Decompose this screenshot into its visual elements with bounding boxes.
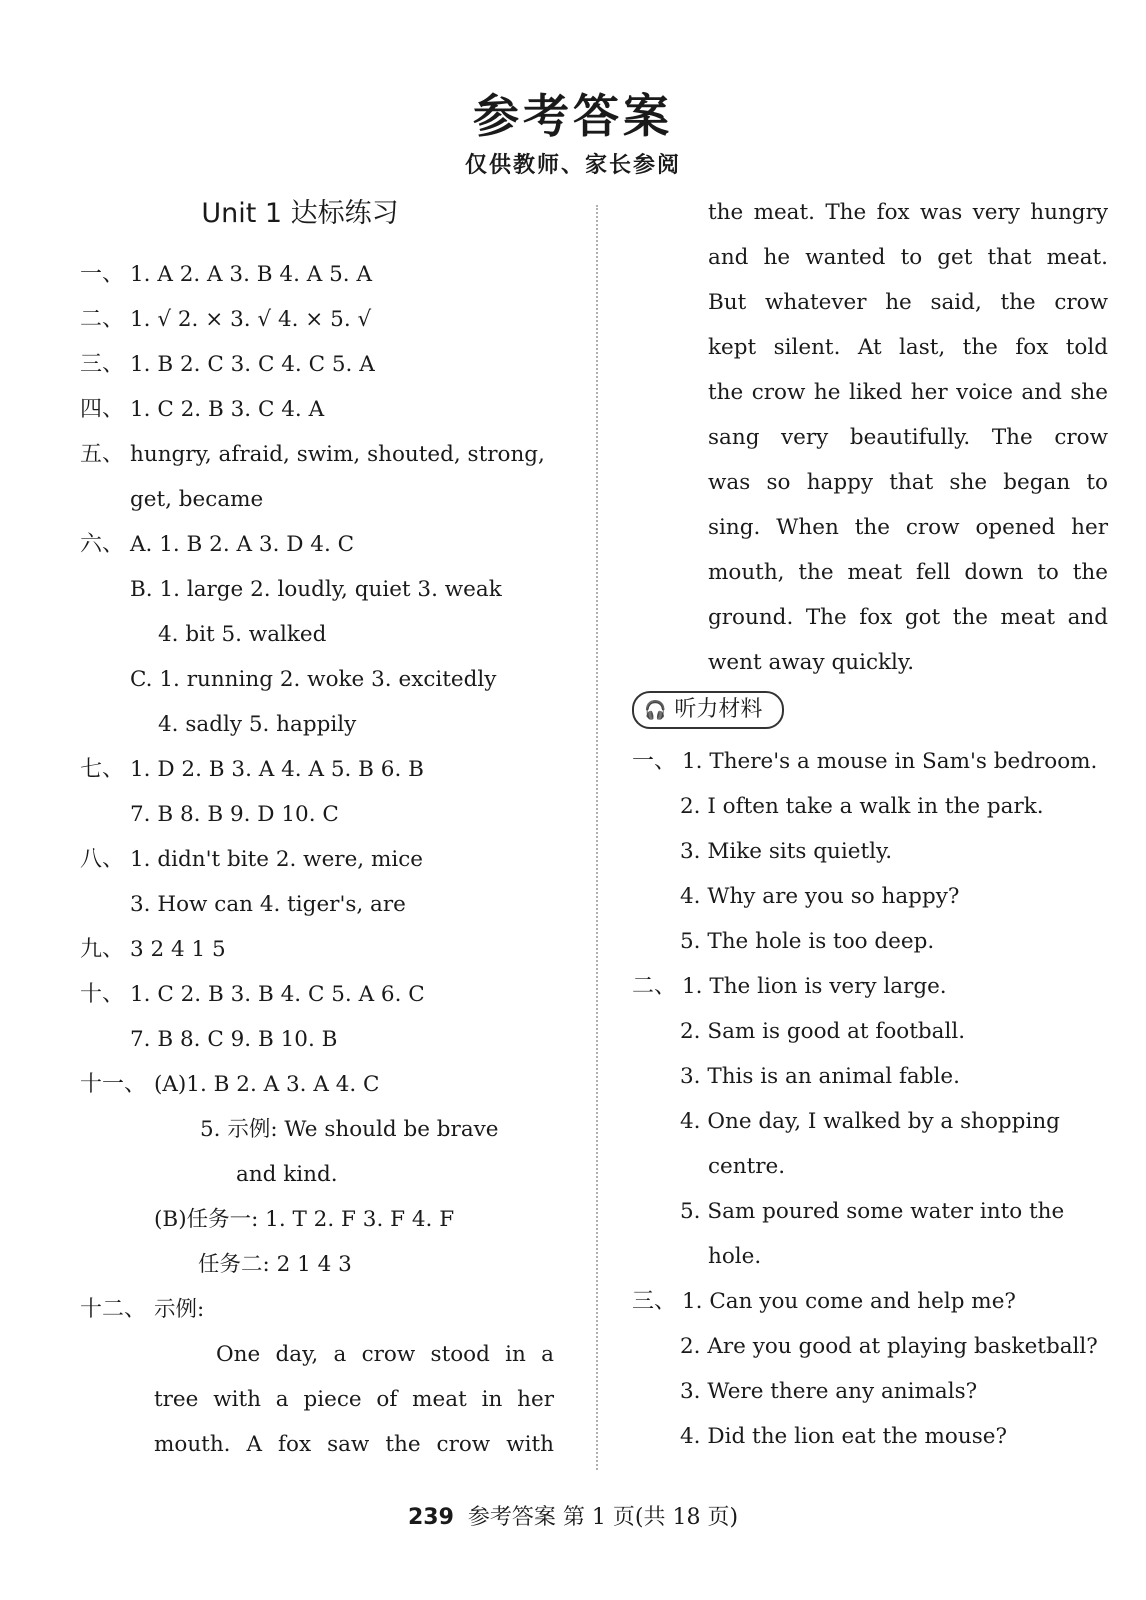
answer-text: (B)任务一: 1. T 2. F 3. F 4. F	[154, 1207, 455, 1232]
answer-row	[80, 1062, 560, 1107]
answer-text: 1. D 2. B 3. A 4. A 5. B 6. B	[130, 757, 424, 782]
story-line	[632, 370, 1108, 415]
listening-text: 1. Can you come and help me?	[682, 1289, 1016, 1314]
listening-row	[632, 829, 1110, 874]
section-number: 二、	[632, 974, 677, 999]
section-number: 十、	[80, 982, 125, 1007]
listening-text: 1. There's a mouse in Sam's bedroom.	[682, 749, 1098, 774]
answer-row	[80, 1377, 554, 1422]
answer-row	[80, 882, 560, 927]
listening-row	[632, 1189, 1110, 1234]
listening-row	[632, 874, 1110, 919]
story-line	[632, 190, 1108, 235]
listening-row	[632, 1144, 1110, 1189]
answer-text: 3. How can 4. tiger's, are	[130, 892, 406, 917]
answer-text: 5. 示例: We should be brave	[200, 1117, 499, 1142]
column-divider	[596, 205, 598, 1470]
section-number: 六、	[80, 532, 125, 557]
story-line	[632, 640, 1110, 685]
story-text: mouth, the meat fell down to the	[708, 560, 1108, 585]
answer-text: 1. B 2. C 3. C 4. C 5. A	[130, 352, 375, 377]
answer-text: B. 1. large 2. loudly, quiet 3. weak	[130, 577, 502, 602]
listening-row	[632, 1234, 1110, 1279]
answer-text: C. 1. running 2. woke 3. excitedly	[130, 667, 497, 692]
answer-row	[80, 522, 560, 567]
answer-row	[80, 432, 560, 477]
answer-row	[80, 1197, 560, 1242]
headphones-icon: 🎧	[644, 700, 667, 721]
story-line	[632, 235, 1108, 280]
answer-text: 1. C 2. B 3. C 4. A	[130, 397, 325, 422]
page-footer	[0, 1500, 1146, 1531]
listening-text: 4. One day, I walked by a shopping	[680, 1109, 1060, 1134]
answer-text: 7. B 8. C 9. B 10. B	[130, 1027, 338, 1052]
listening-text: 2. I often take a walk in the park.	[680, 794, 1044, 819]
answer-row	[80, 702, 560, 747]
story-line	[632, 325, 1108, 370]
answer-text: 4. sadly 5. happily	[158, 712, 357, 737]
answer-text: and kind.	[236, 1162, 338, 1187]
story-text: the crow he liked her voice and she	[708, 380, 1108, 405]
listening-text: centre.	[708, 1154, 786, 1179]
section-number: 三、	[632, 1289, 677, 1314]
story-line	[632, 595, 1108, 640]
answer-text: 4. bit 5. walked	[158, 622, 327, 647]
listening-row	[632, 1009, 1110, 1054]
story-line	[632, 550, 1108, 595]
story-line	[632, 505, 1108, 550]
listening-text: hole.	[708, 1244, 762, 1269]
section-number: 二、	[80, 307, 125, 332]
story-text: But whatever he said, the crow	[708, 290, 1108, 315]
listening-text: 3. This is an animal fable.	[680, 1064, 960, 1089]
footer-text: 参考答案 第 1 页(共 18 页)	[467, 1505, 739, 1530]
answer-row	[80, 747, 560, 792]
story-text: and he wanted to get that meat.	[708, 245, 1108, 270]
listening-row	[632, 1414, 1110, 1459]
left-column	[80, 192, 560, 1467]
listening-label-text: 听力材料	[674, 697, 763, 722]
answer-row	[80, 792, 560, 837]
listening-row	[632, 964, 1110, 1009]
answer-text: 7. B 8. B 9. D 10. C	[130, 802, 339, 827]
answer-text: (A)1. B 2. A 3. A 4. C	[154, 1072, 380, 1097]
listening-text: 2. Are you good at playing basketball?	[680, 1334, 1098, 1359]
section-number: 十一、	[80, 1072, 147, 1097]
answer-text: 1. √ 2. × 3. √ 4. × 5. √	[130, 307, 372, 332]
section-number: 一、	[632, 749, 677, 774]
section-number: 五、	[80, 442, 125, 467]
listening-text: 5. The hole is too deep.	[680, 929, 935, 954]
answer-text: A. 1. B 2. A 3. D 4. C	[130, 532, 355, 557]
answer-text: One day, a crow stood in a	[216, 1342, 554, 1367]
answer-row	[80, 612, 560, 657]
answer-text: 3 2 4 1 5	[130, 937, 226, 962]
listening-row	[632, 1369, 1110, 1414]
listening-text: 1. The lion is very large.	[682, 974, 947, 999]
answer-row	[80, 1287, 560, 1332]
listening-text: 3. Mike sits quietly.	[680, 839, 893, 864]
story-text: sang very beautifully. The crow	[708, 425, 1108, 450]
listening-text: 5. Sam poured some water into the	[680, 1199, 1065, 1224]
section-number: 七、	[80, 757, 125, 782]
story-text: ground. The fox got the meat and	[708, 605, 1108, 630]
listening-row	[632, 739, 1110, 784]
story-text: sing. When the crow opened her	[708, 515, 1108, 540]
answer-row	[80, 657, 560, 702]
listening-text: 2. Sam is good at football.	[680, 1019, 966, 1044]
answer-row	[80, 477, 560, 522]
listening-row	[632, 1099, 1110, 1144]
answer-row	[80, 342, 560, 387]
answer-text: 1. didn't bite 2. were, mice	[130, 847, 423, 872]
listening-row	[632, 919, 1110, 964]
answer-row	[80, 1242, 560, 1287]
section-number: 十二、	[80, 1297, 147, 1322]
answer-row	[80, 1017, 560, 1062]
answer-text: hungry, afraid, swim, shouted, strong,	[130, 442, 545, 467]
answer-text: mouth. A fox saw the crow with	[154, 1432, 554, 1457]
section-number: 八、	[80, 847, 125, 872]
story-line	[632, 280, 1108, 325]
listening-row	[632, 1324, 1110, 1369]
page-subtitle: 仅供教师、家长参阅	[464, 152, 681, 178]
answer-row	[80, 1422, 554, 1467]
answer-row	[80, 927, 560, 972]
answer-row	[80, 387, 560, 432]
story-text: kept silent. At last, the fox told	[708, 335, 1108, 360]
listening-row	[632, 1054, 1110, 1099]
story-text: was so happy that she began to	[708, 470, 1108, 495]
page-number: 239	[407, 1505, 454, 1530]
answer-text: 示例:	[154, 1297, 205, 1322]
answer-text: 1. A 2. A 3. B 4. A 5. A	[130, 262, 372, 287]
story-line	[632, 460, 1108, 505]
answer-text: 1. C 2. B 3. B 4. C 5. A 6. C	[130, 982, 425, 1007]
listening-material-label	[632, 691, 784, 729]
answer-text: get, became	[130, 487, 264, 512]
answer-row	[80, 1152, 560, 1197]
answer-row	[80, 252, 560, 297]
section-number: 九、	[80, 937, 125, 962]
answer-row	[80, 1332, 554, 1377]
listening-text: 3. Were there any animals?	[680, 1379, 978, 1404]
section-number: 四、	[80, 397, 125, 422]
story-text: the meat. The fox was very hungry	[708, 200, 1108, 225]
section-number: 一、	[80, 262, 125, 287]
right-column	[632, 190, 1110, 1459]
section-number: 三、	[80, 352, 125, 377]
answer-row	[80, 297, 560, 342]
unit-title: Unit 1 达标练习	[201, 198, 399, 229]
listening-text: 4. Why are you so happy?	[680, 884, 960, 909]
answer-row	[80, 567, 560, 612]
answer-text: 任务二: 2 1 4 3	[198, 1252, 352, 1277]
answer-row	[80, 1107, 560, 1152]
listening-row	[632, 784, 1110, 829]
listening-row	[632, 1279, 1110, 1324]
answer-row	[80, 837, 560, 882]
answer-row	[80, 972, 560, 1017]
answer-text: tree with a piece of meat in her	[154, 1387, 554, 1412]
page-title: 参考答案	[473, 89, 673, 143]
story-text: went away quickly.	[708, 650, 915, 675]
story-line	[632, 415, 1108, 460]
listening-text: 4. Did the lion eat the mouse?	[680, 1424, 1008, 1449]
